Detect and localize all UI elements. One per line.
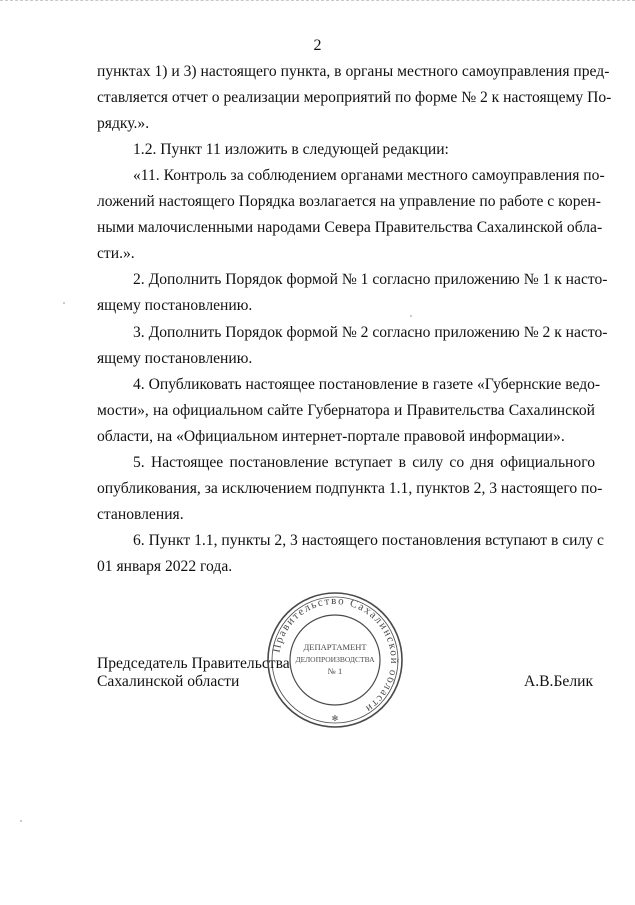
text-line: ными малочисленными народами Севера Правительства Сахалинской обла- (97, 219, 603, 236)
text-line: мости», на официальном сайте Губернатора и Правительства Сахалинской (97, 402, 595, 419)
text-line: ящему постановлению. (97, 350, 253, 367)
signatory-title: Председатель Правительства (97, 655, 290, 672)
text-line: опубликования, за исключением подпункта 1.1, пунктов 2, 3 настоящего по- (97, 480, 603, 497)
text-line: становления. (97, 506, 184, 523)
text-line: ставляется отчет о реализации мероприятий по форме № 2 к настоящему По- (97, 89, 612, 106)
text-line: 5. Настоящее постановление вступает в силу со дня официального (133, 454, 595, 471)
svg-text:ДЕПАРТАМЕНТ: ДЕПАРТАМЕНТ (303, 642, 367, 652)
text-line: 2. Дополнить Порядок формой № 1 согласно приложению № 1 к насто- (133, 271, 608, 288)
text-line: ящему постановлению. (97, 297, 253, 314)
text-line: пунктах 1) и 3) настоящего пункта, в органы местного самоуправления пред- (97, 63, 610, 80)
page-number: 2 (313, 37, 322, 54)
text-line: «11. Контроль за соблюдением органами местного самоуправления по- (133, 167, 605, 184)
text-line: 4. Опубликовать настоящее постановление в газете «Губернские ведо- (133, 376, 601, 393)
signatory-name: А.В.Белик (524, 673, 594, 690)
text-line: 3. Дополнить Порядок формой № 2 согласно приложению № 2 к насто- (133, 324, 608, 341)
svg-text:Правительство Сахалинской обла: Правительство Сахалинской области (270, 594, 401, 716)
scan-speck (63, 302, 65, 304)
text-line: 01 января 2022 года. (97, 558, 233, 575)
signatory-organization: Сахалинской области (97, 673, 240, 690)
text-line: рядку.». (97, 115, 150, 132)
svg-text:ДЕЛОПРОИЗВОДСТВА: ДЕЛОПРОИЗВОДСТВА (295, 655, 375, 664)
text-line: области, на «Официальном интернет-портале правовой информации». (97, 428, 565, 445)
text-line: 6. Пункт 1.1, пункты 2, 3 настоящего постановления вступают в силу с (133, 532, 604, 549)
svg-text:№ 1: № 1 (327, 666, 343, 676)
scan-speck (20, 820, 22, 822)
scan-top-edge (0, 0, 635, 3)
svg-text:✻: ✻ (331, 714, 339, 723)
text-line: 1.2. Пункт 11 изложить в следующей редакции: (133, 141, 449, 158)
text-line: ложений настоящего Порядка возлагается на управление по работе с корен- (97, 193, 601, 210)
text-line: сти.». (97, 245, 135, 262)
scan-speck (410, 315, 412, 317)
